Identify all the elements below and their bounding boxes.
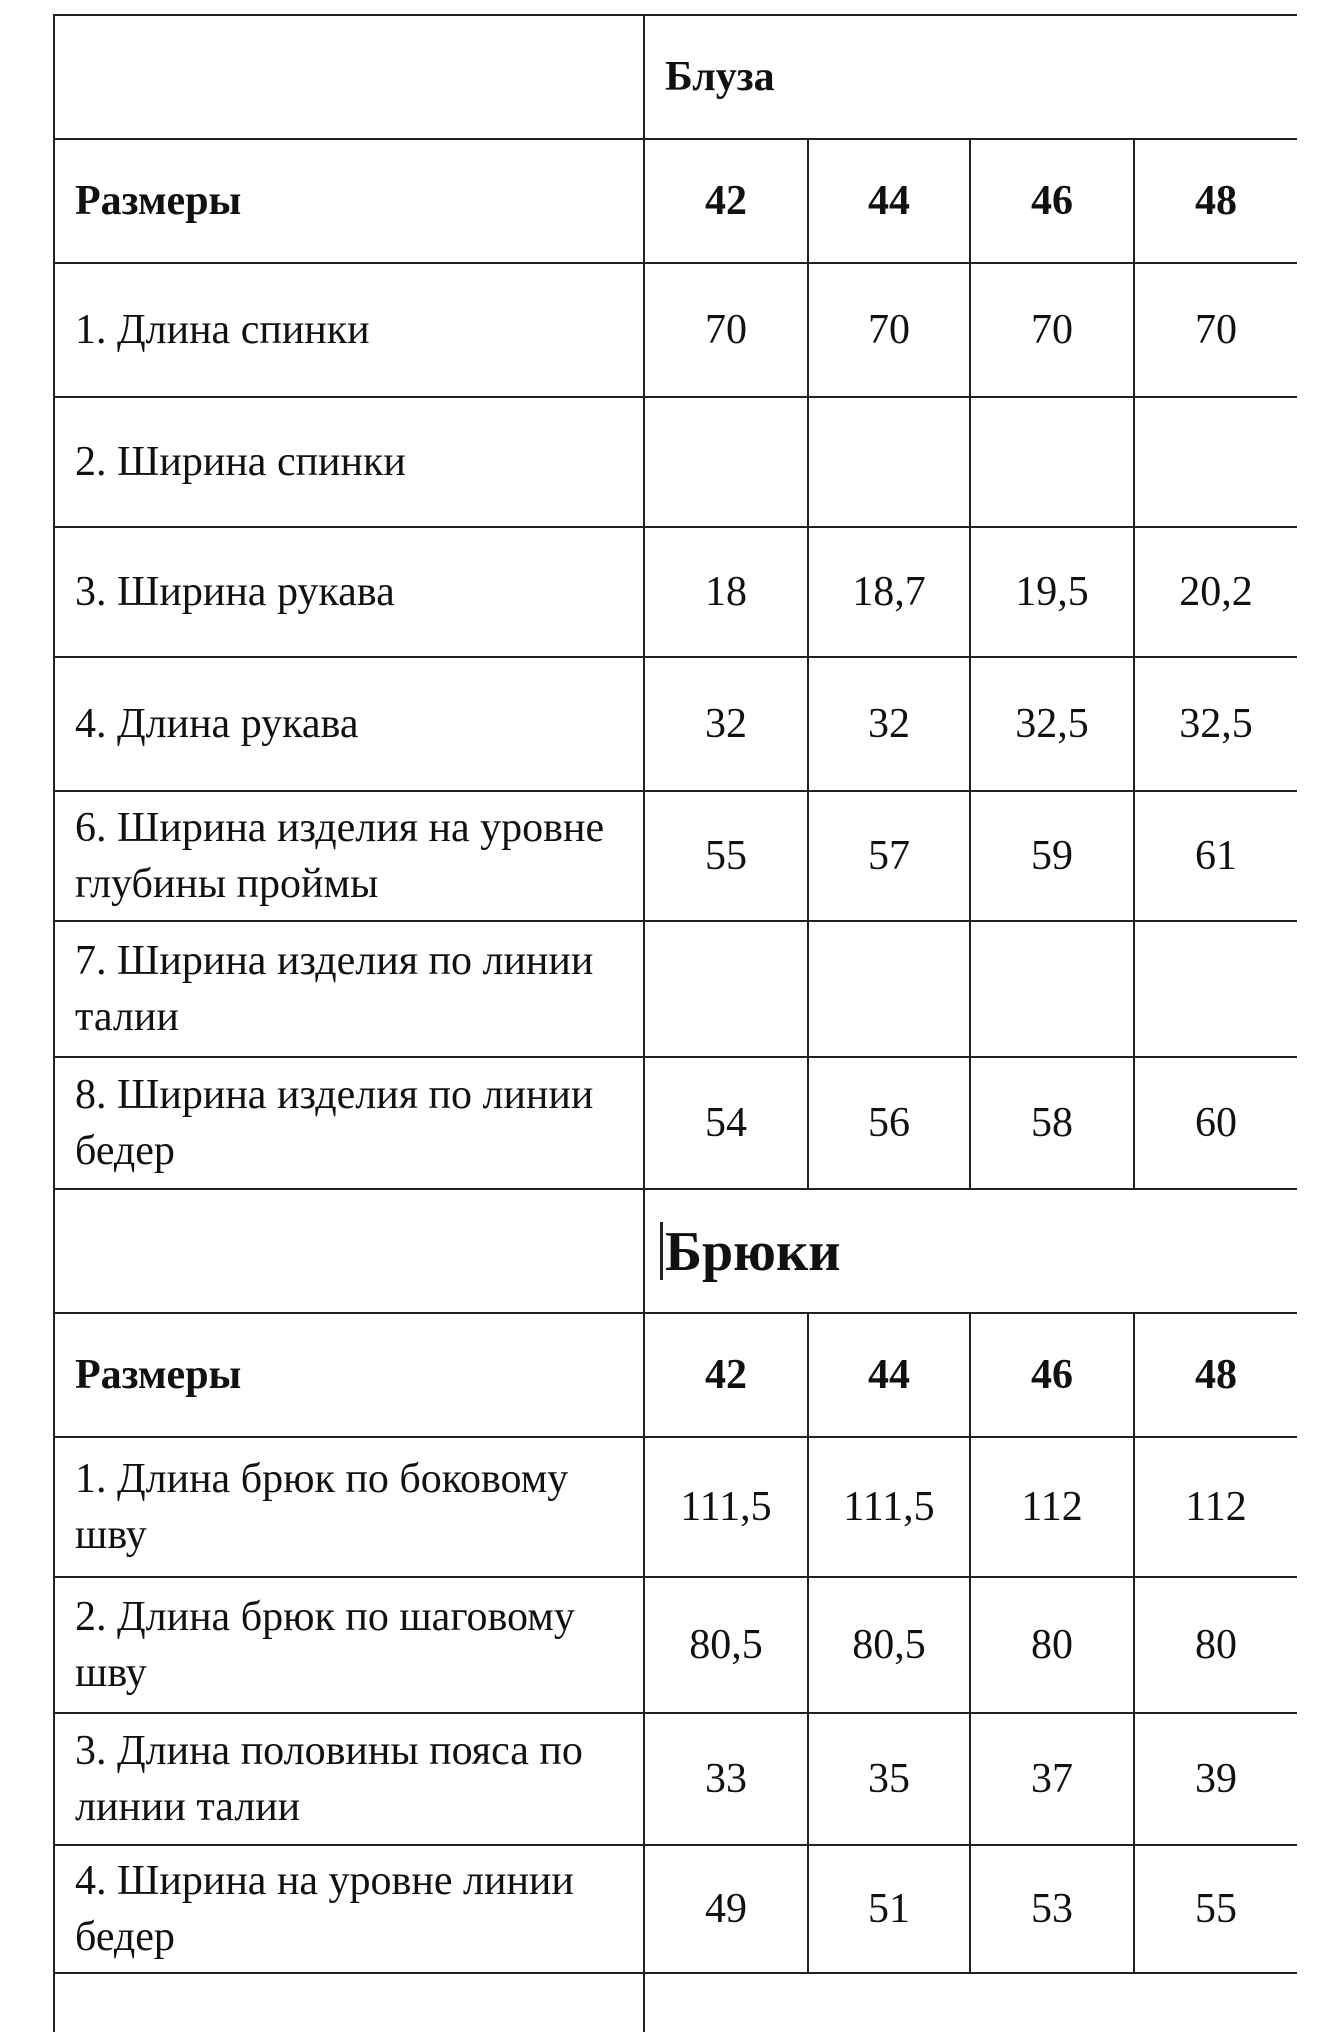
table-row	[54, 1845, 1297, 1973]
size-header: 46	[970, 1313, 1134, 1437]
measurement-value: 35	[808, 1713, 970, 1845]
measurement-value: 59	[970, 791, 1134, 921]
measurement-value: 56	[808, 1057, 970, 1189]
measurement-label: 3. Длина половины пояса по линии талии	[54, 1713, 644, 1845]
measurement-value: 58	[970, 1057, 1134, 1189]
measurement-value	[808, 397, 970, 527]
table-row	[54, 1437, 1297, 1577]
measurement-value: 112	[1134, 1437, 1297, 1577]
measurement-value	[1134, 397, 1297, 527]
table-row	[54, 527, 1297, 657]
table-row	[54, 397, 1297, 527]
measurement-value: 61	[1134, 791, 1297, 921]
table-row	[54, 657, 1297, 791]
size-header: 48	[1134, 139, 1297, 263]
blouse-title: Блуза	[644, 15, 1297, 139]
measurement-value: 18,7	[808, 527, 970, 657]
measurement-value: 49	[644, 1845, 808, 1973]
measurement-value: 37	[970, 1713, 1134, 1845]
measurement-value	[970, 397, 1134, 527]
blouse-title-row	[54, 15, 1297, 139]
measurement-value: 32	[808, 657, 970, 791]
text-cursor	[660, 1222, 663, 1280]
measurement-value: 51	[808, 1845, 970, 1973]
measurement-value: 32,5	[1134, 657, 1297, 791]
measurement-value: 55	[1134, 1845, 1297, 1973]
size-header: 42	[644, 139, 808, 263]
measurement-value: 19,5	[970, 527, 1134, 657]
blank-cell	[54, 15, 644, 139]
measurement-value: 53	[970, 1845, 1134, 1973]
measurement-value: 54	[644, 1057, 808, 1189]
blouse-size-header-row	[54, 139, 1297, 263]
table-row	[54, 791, 1297, 921]
measurement-label: 1. Длина брюк по боковому шву	[54, 1437, 644, 1577]
blank-cell	[54, 1189, 644, 1313]
measurement-value: 80	[1134, 1577, 1297, 1713]
measurement-label: 1. Длина спинки	[54, 263, 644, 397]
measurement-label: 2. Длина брюк по шаговому шву	[54, 1577, 644, 1713]
measurement-value: 18	[644, 527, 808, 657]
measurement-value: 70	[970, 263, 1134, 397]
measurement-value	[808, 921, 970, 1057]
measurement-value: 80,5	[644, 1577, 808, 1713]
size-header: 44	[808, 139, 970, 263]
table-row	[54, 921, 1297, 1057]
measurement-value: 33	[644, 1713, 808, 1845]
measurement-value	[644, 921, 808, 1057]
measurement-value: 20,2	[1134, 527, 1297, 657]
measurement-value: 39	[1134, 1713, 1297, 1845]
size-label: Размеры	[54, 1313, 644, 1437]
measurement-label: 2. Ширина спинки	[54, 397, 644, 527]
measurement-value: 80	[970, 1577, 1134, 1713]
measurement-value	[644, 397, 808, 527]
measurement-label: 4. Ширина на уровне линии бедер	[54, 1845, 644, 1973]
size-header: 48	[1134, 1313, 1297, 1437]
size-header: 44	[808, 1313, 970, 1437]
blank-cell	[644, 1973, 1297, 2032]
measurement-value: 70	[808, 263, 970, 397]
measurement-value	[970, 921, 1134, 1057]
measurement-value: 111,5	[808, 1437, 970, 1577]
measurement-value: 32	[644, 657, 808, 791]
measurement-value: 60	[1134, 1057, 1297, 1189]
size-header: 46	[970, 139, 1134, 263]
size-chart	[53, 14, 1296, 2032]
measurement-value: 57	[808, 791, 970, 921]
trousers-title-cell	[644, 1189, 1297, 1313]
measurement-value: 55	[644, 791, 808, 921]
table-row	[54, 263, 1297, 397]
measurement-value	[1134, 921, 1297, 1057]
measurement-value: 111,5	[644, 1437, 808, 1577]
table-row	[54, 1713, 1297, 1845]
measurement-value: 80,5	[808, 1577, 970, 1713]
table-row	[54, 1577, 1297, 1713]
table-row-partial	[54, 1973, 1297, 2032]
size-label: Размеры	[54, 139, 644, 263]
measurement-value: 70	[1134, 263, 1297, 397]
table-row	[54, 1057, 1297, 1189]
trousers-title-row	[54, 1189, 1297, 1313]
measurement-label: 8. Ширина изделия по линии бедер	[54, 1057, 644, 1189]
size-header: 42	[644, 1313, 808, 1437]
measurement-label: 6. Ширина изделия на уровне глубины проймы	[54, 791, 644, 921]
measurement-value: 112	[970, 1437, 1134, 1577]
blank-cell	[54, 1973, 644, 2032]
measurement-label: 4. Длина рукава	[54, 657, 644, 791]
measurement-value: 70	[644, 263, 808, 397]
trousers-size-header-row	[54, 1313, 1297, 1437]
size-table	[53, 14, 1297, 2032]
measurement-value: 32,5	[970, 657, 1134, 791]
measurement-label: 7. Ширина изделия по линии талии	[54, 921, 644, 1057]
trousers-title: Брюки	[665, 1221, 841, 1283]
measurement-label: 3. Ширина рукава	[54, 527, 644, 657]
